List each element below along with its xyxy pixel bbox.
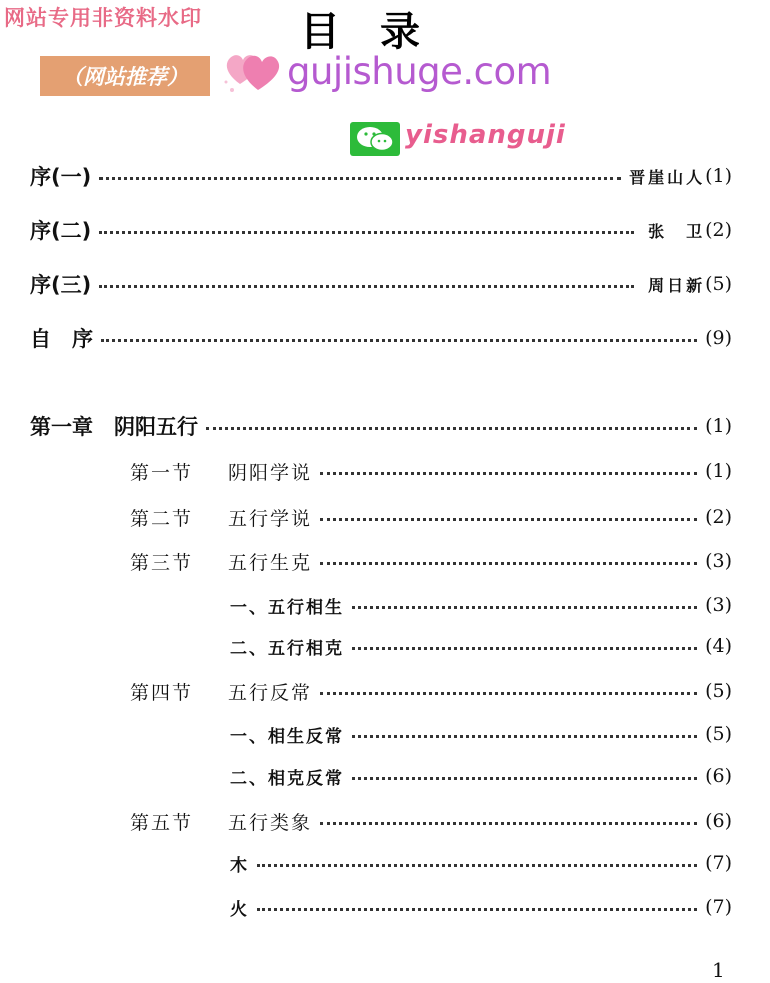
dot-leader [352,777,697,780]
dot-leader [99,231,634,234]
dot-leader [352,647,697,650]
dot-leader [257,864,697,867]
toc-entry-label: 序(一) [30,165,92,189]
section-number: 第五节 [130,811,194,834]
website-url: gujishuge.com [287,50,552,93]
subsection-title: 一、相生反常 [230,726,344,747]
toc-row-section-2 [0,503,770,531]
section-number: 第四节 [130,681,194,704]
toc-entry-page: (7) [705,896,732,918]
dot-leader [352,735,697,738]
section-title: 阴阳学说 [228,461,313,484]
section-title: 五行反常 [228,681,313,704]
toc-row-section-3 [0,547,770,575]
dot-leader [99,285,634,288]
dot-leader [320,692,697,695]
toc-row-preface-1 [0,162,770,190]
toc-row-subsection [0,762,770,790]
toc-entry-label: 序(三) [30,273,92,297]
section-number: 第一节 [130,461,194,484]
wechat-icon [350,122,400,156]
toc-row-chapter-1 [0,412,770,440]
section-title: 五行学说 [228,507,313,530]
page-number: 1 [712,958,725,982]
toc-row-section-4 [0,677,770,705]
toc-entry-label: 序(二) [30,219,92,243]
dot-leader [320,518,697,521]
toc-entry-page: (3) [705,594,732,616]
toc-entry-page: (3) [705,550,732,572]
dot-leader [257,908,697,911]
toc-row-section-5 [0,807,770,835]
toc-entry-label: 自 序 [30,327,93,351]
chapter-title: 第一章 阴阳五行 [30,415,198,439]
subsection-title: 二、五行相克 [230,638,344,659]
toc-entry-author: 晋崖山人 [629,167,706,187]
section-number: 第二节 [130,507,194,530]
section-number: 第三节 [130,551,194,574]
recommend-badge: （网站推荐） [40,56,210,96]
toc-entry-author: 张 卫 [648,221,706,241]
toc-row-section-1 [0,457,770,485]
dot-leader [101,339,697,342]
toc-entry-page: (1) [705,460,732,482]
subsection-title: 二、相克反常 [230,768,344,789]
toc-entry-page: (6) [705,765,732,787]
toc-entry-page: (2) [705,506,732,528]
toc-entry-page: (7) [705,852,732,874]
toc-entry-page: (5) [705,273,732,295]
toc-entry-page: (4) [705,635,732,657]
dot-leader [320,562,697,565]
toc-entry-page: (2) [705,219,732,241]
toc-entry-page: (5) [705,723,732,745]
wechat-id: yishanguji [405,120,566,150]
subsection-title: 火 [230,899,249,920]
toc-entry-page: (5) [705,680,732,702]
toc-row-subsection [0,893,770,921]
toc-row-subsection [0,632,770,660]
toc-entry-page: (1) [705,415,732,437]
toc-entry-page: (1) [705,165,732,187]
toc-row-subsection [0,849,770,877]
dot-leader [320,472,697,475]
dot-leader [206,427,697,430]
dot-leader [352,606,697,609]
page-title: 目录 [300,9,460,55]
section-title: 五行生克 [228,551,313,574]
subsection-title: 一、五行相生 [230,597,344,618]
toc-row-subsection [0,720,770,748]
toc-row-preface-2 [0,216,770,244]
toc-row-preface-3 [0,270,770,298]
section-title: 五行类象 [228,811,313,834]
subsection-title: 木 [230,855,249,876]
toc-row-subsection [0,591,770,619]
toc-entry-author: 周日新 [648,275,706,295]
dot-leader [99,177,621,180]
toc-row-preface-own [0,324,770,352]
hearts-icon [222,44,284,96]
dot-leader [320,822,697,825]
toc-entry-page: (6) [705,810,732,832]
watermark-text: 网站专用非资料水印 [4,6,202,30]
toc-entry-page: (9) [705,327,732,349]
